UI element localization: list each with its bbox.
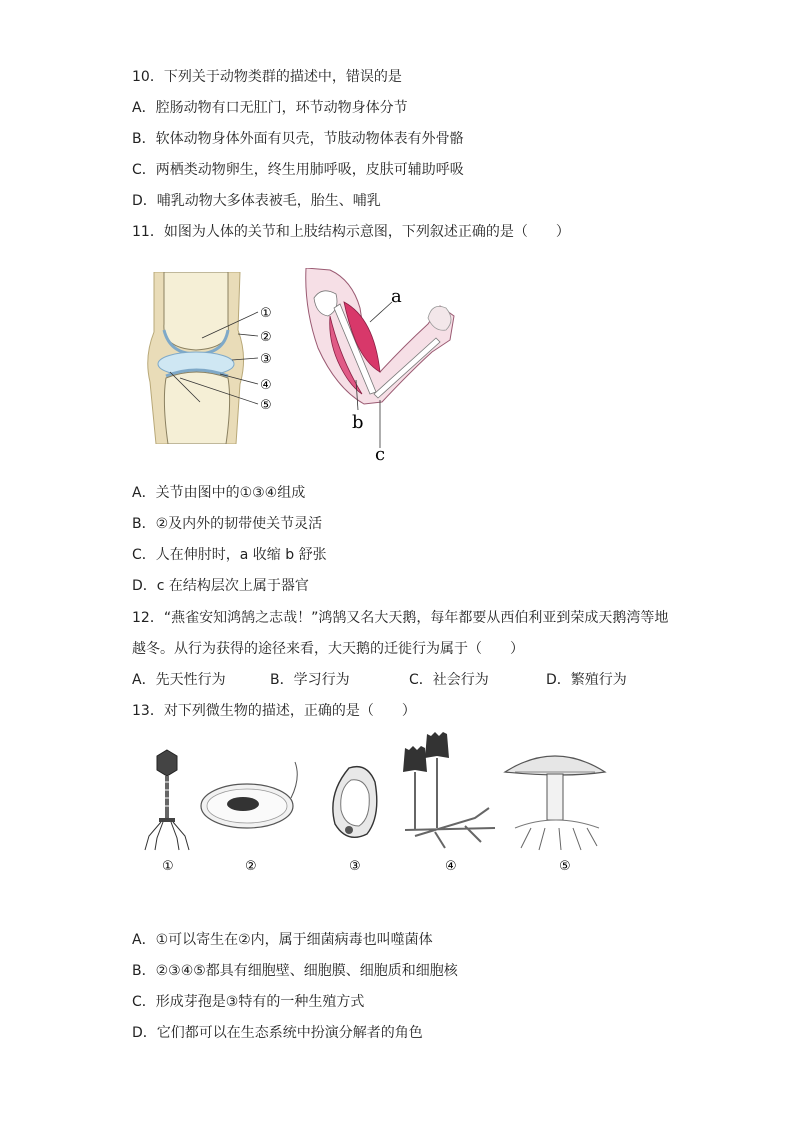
joint-label-5: ⑤ xyxy=(260,398,272,413)
q13-option-b: B．②③④⑤都具有细胞壁、细胞膜、细胞质和细胞核 xyxy=(132,963,458,979)
penicillium-figure xyxy=(403,732,495,848)
micro-label-1: ① xyxy=(162,859,174,874)
joint-label-2: ② xyxy=(260,330,272,345)
q12-option-d: D．繁殖行为 xyxy=(546,672,627,688)
q12-stem-line1: 12．“燕雀安知鸿鹄之志哉！”鸿鹄又名大天鹅，每年都要从西伯利亚到荣成天鹅湾等地 xyxy=(132,610,669,626)
q11-option-c: C．人在伸肘时，a 收缩 b 舒张 xyxy=(132,547,327,563)
micro-label-2: ② xyxy=(245,859,257,874)
q13-option-d: D．它们都可以在生态系统中扮演分解者的角色 xyxy=(132,1025,423,1041)
bacterium-figure xyxy=(201,762,297,828)
joint-label-3: ③ xyxy=(260,352,272,367)
q12-options xyxy=(132,670,627,690)
arm-label-b: b xyxy=(352,412,364,433)
joint-label-4: ④ xyxy=(260,378,272,393)
q12-option-b: B．学习行为 xyxy=(270,672,350,688)
arm-label-c: c xyxy=(375,444,386,464)
yeast-figure xyxy=(333,767,377,838)
q10-option-c: C．两栖类动物卵生，终生用肺呼吸，皮肤可辅助呼吸 xyxy=(132,162,464,178)
q12-option-a: A．先天性行为 xyxy=(132,672,226,688)
arm-label-a: a xyxy=(391,286,402,307)
bacteriophage-figure xyxy=(145,750,189,850)
q13-option-c: C．形成芽孢是③特有的一种生殖方式 xyxy=(132,994,365,1010)
arm-muscle-diagram xyxy=(300,268,460,464)
q11-option-a: A．关节由图中的①③④组成 xyxy=(132,485,306,501)
q10-option-b: B．软体动物身体外面有贝壳，节肢动物体表有外骨骼 xyxy=(132,131,464,147)
q10-stem: 10．下列关于动物类群的描述中，错误的是 xyxy=(132,69,402,85)
joint-diagram xyxy=(140,272,290,444)
joint-label-1: ① xyxy=(260,306,272,321)
q13-option-a: A．①可以寄生在②内，属于细菌病毒也叫噬菌体 xyxy=(132,932,433,948)
micro-label-5: ⑤ xyxy=(559,859,571,874)
microorganism-diagram xyxy=(135,732,615,880)
micro-label-4: ④ xyxy=(445,859,457,874)
q12-stem-line2: 越冬。从行为获得的途径来看，大天鹅的迁徙行为属于（ ） xyxy=(132,641,524,657)
q12-option-c: C．社会行为 xyxy=(409,672,489,688)
micro-label-3: ③ xyxy=(349,859,361,874)
mushroom-figure xyxy=(505,756,605,850)
q11-option-d: D．c 在结构层次上属于器官 xyxy=(132,578,309,594)
q11-stem: 11．如图为人体的关节和上肢结构示意图，下列叙述正确的是（ ） xyxy=(132,224,570,240)
q10-option-a: A．腔肠动物有口无肛门，环节动物身体分节 xyxy=(132,100,408,116)
q11-option-b: B．②及内外的韧带使关节灵活 xyxy=(132,516,323,532)
q13-stem: 13．对下列微生物的描述，正确的是（ ） xyxy=(132,703,416,719)
q10-option-d: D．哺乳动物大多体表被毛，胎生、哺乳 xyxy=(132,193,381,209)
